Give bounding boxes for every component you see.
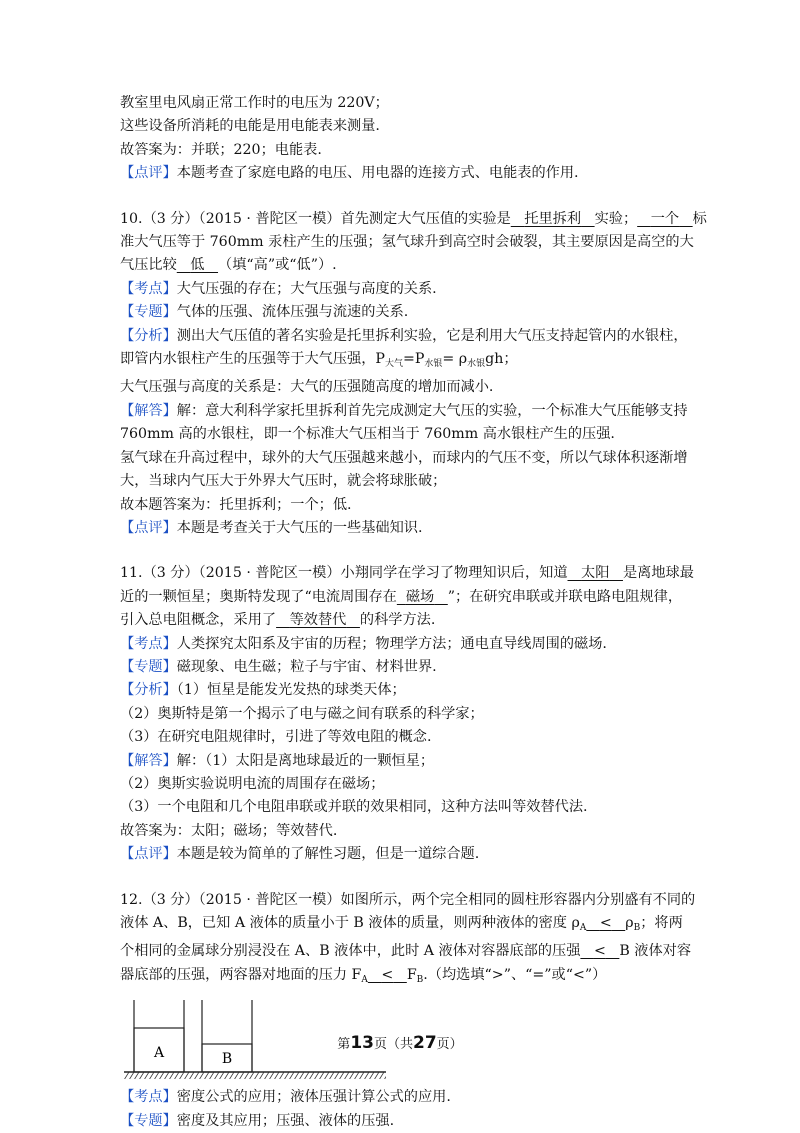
fenxi-line: 【分析】测出大气压值的著名实验是托里拆利实验，它是利用大气压支持起管内的水银柱， <box>120 327 688 344</box>
label-b: B <box>221 1051 233 1068</box>
comment-line: 【点评】本题是考查关于大气压的一些基础知识. <box>120 519 423 536</box>
answer-blank: < <box>593 943 606 960</box>
text-line: 准大气压等于 760mm 汞柱产生的压强；氢气球升到高空时会破裂，其主要原因是高空的大 <box>120 234 694 251</box>
text-line: 教室里电风扇正常工作时的电压为 220V； <box>120 95 389 111</box>
tag-zhuanti: 【专题】 <box>120 658 177 675</box>
tag-dianping: 【点评】 <box>120 519 177 536</box>
answer-line: 故答案为：并联；220；电能表. <box>120 141 322 158</box>
page-total: 27 <box>413 1033 437 1053</box>
answer-blank: < <box>599 915 612 931</box>
answer-blank: 等效替代 <box>289 612 347 629</box>
text-line: 气压比较 低 （填“高”或“低”）. <box>120 257 337 274</box>
text-line: 氢气球在升高过程中，球外的大气压强越来越小，而球内的气压不变，所以气球体积逐渐增 <box>120 449 688 466</box>
zhuanti-line: 【专题】气体的压强、流体压强与流速的关系. <box>120 304 409 321</box>
tag-zhuanti: 【专题】 <box>120 1112 177 1129</box>
question-12-line: 12.（3 分）（2015 · 普陀区一模）如图所示，两个完全相同的圆柱形容器内分别盛有不同的 <box>120 891 696 908</box>
jieda-line: 【解答】解：（1）太阳是离地球最近的一颗恒星； <box>120 752 435 769</box>
page-footer: 第13页（共27页） <box>337 1033 463 1053</box>
comment-line: 【点评】本题是较为简单的了解性习题，但是一道综合题. <box>120 846 480 863</box>
answer-blank: 一个 <box>650 210 680 227</box>
jieda-line: 【解答】解：意大利科学家托里拆利首先完成测定大气压的实验，一个标准大气压能够支持 <box>120 402 688 419</box>
document-page <box>120 92 707 1133</box>
answer-line: 故本题答案为：托里拆利；一个；低. <box>120 496 352 513</box>
tag-dianping: 【点评】 <box>120 846 177 863</box>
answer-blank: 磁场 <box>405 588 435 605</box>
text-line: 大气压强与高度的关系是：大气的压强随高度的增加而减小. <box>120 379 494 396</box>
tag-zhuanti: 【专题】 <box>120 304 177 321</box>
formula-line: 即管内水银柱产生的压强等于大气压强，$P_{大气}=P_{水银}= \rho_{水银}gh$； <box>120 351 518 370</box>
text-line: 引入总电阻概念，采用了 等效替代 的科学方法. <box>120 612 436 629</box>
text-line: 个相同的金属球分别浸没在 A、B 液体中，此时 A 液体对容器底部的压强 < B 液体对容 <box>120 943 692 960</box>
tag-kaodian: 【考点】 <box>120 1089 177 1106</box>
page-number: 13 <box>350 1033 374 1053</box>
text-line: 器底部的压强，两容器对地面的压力 $F_A$ < $F_B$.（均选填“>”、“=”或“<”） <box>120 966 607 985</box>
answer-blank: 低 <box>190 257 205 274</box>
tag-kaodian: 【考点】 <box>120 635 177 652</box>
tag-kaodian: 【考点】 <box>120 280 177 297</box>
kaodian-line: 【考点】大气压强的存在；大气压强与高度的关系. <box>120 280 437 297</box>
tag-jieda: 【解答】 <box>120 752 177 769</box>
text-line: 这些设备所消耗的电能是用电能表来测量. <box>120 118 380 135</box>
text-line: （2）奥斯实验说明电流的周围存在磁场； <box>120 775 385 792</box>
text-line: （3）一个电阻和几个电阻串联或并联的效果相同，这种方法叫等效替代法. <box>120 799 588 816</box>
fenxi-line: 【分析】（1）恒星是能发光发热的球类天体； <box>120 682 406 699</box>
question-11-line: 11.（3 分）（2015 · 普陀区一模）小翔同学在学习了物理知识后，知道 太阳 是离地球最 <box>120 565 694 582</box>
answer-line: 故答案为：太阳；磁场；等效替代. <box>120 822 338 839</box>
text-line: （3）在研究电阻规律时，引进了等效电阻的概念. <box>120 729 432 746</box>
zhuanti-line: 【专题】磁现象、电生磁；粒子与宇宙、材料世界. <box>120 658 437 675</box>
tag-dianping: 【点评】 <box>120 165 177 182</box>
comment-line: 【点评】本题考查了家庭电路的电压、用电器的连接方式、电能表的作用. <box>120 165 579 182</box>
zhuanti-line: 【专题】密度及其应用；压强、液体的压强. <box>120 1112 395 1129</box>
question-10-line: 10.（3 分）（2015 · 普陀区一模）首先测定大气压值的实验是 托里拆利 实验； 一个 标 <box>120 210 707 227</box>
answer-blank: < <box>381 966 394 983</box>
tag-fenxi: 【分析】 <box>120 682 177 699</box>
kaodian-line: 【考点】密度公式的应用；液体压强计算公式的应用. <box>120 1089 451 1106</box>
text-line: 760mm 高的水银柱，即一个标准大气压相当于 760mm 高水银柱产生的压强. <box>120 426 615 443</box>
tag-jieda: 【解答】 <box>120 402 177 419</box>
text-line: 大，当球内气压大于外界大气压时，就会将球胀破； <box>120 473 447 490</box>
answer-blank: 太阳 <box>581 565 610 582</box>
text-line: 液体 A、B，已知 A 液体的质量小于 B 液体的质量，则两种液体的密度 $\rho_A$ < $\rho_B$；将两 <box>120 915 683 933</box>
text-line: （2）奥斯特是第一个揭示了电与磁之间有联系的科学家； <box>120 705 484 722</box>
answer-blank: 托里拆利 <box>524 210 582 227</box>
label-a: A <box>153 1045 165 1062</box>
kaodian-line: 【考点】人类探究太阳系及宇宙的历程；物理学方法；通电直导线周围的磁场. <box>120 635 607 652</box>
text-line: 近的一颗恒星；奥斯特发现了“电流周围存在 磁场 ”；在研究串联或并联电路电阻规律， <box>120 588 683 605</box>
ground-hatch <box>124 1072 386 1079</box>
tag-fenxi: 【分析】 <box>120 327 177 344</box>
